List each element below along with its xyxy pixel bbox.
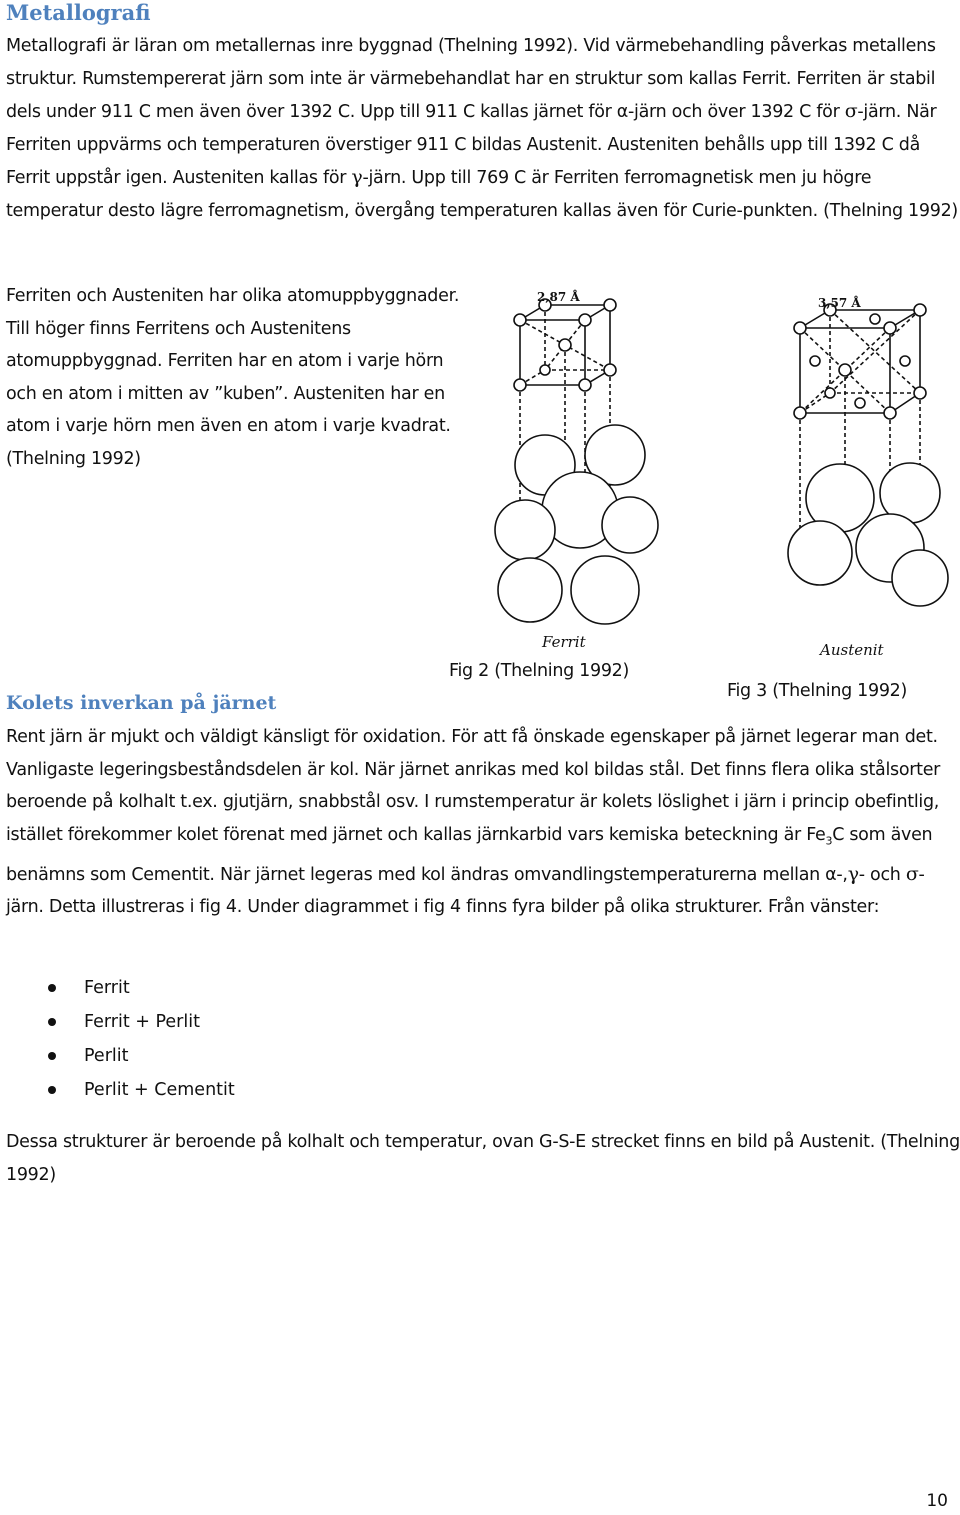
gamma-symbol: γ bbox=[351, 166, 363, 189]
list-item bbox=[84, 1073, 235, 1107]
austenit-lattice-figure bbox=[780, 298, 950, 618]
austenit-figure-label: Austenit bbox=[820, 641, 884, 659]
list-item-label: Perlit bbox=[84, 1046, 129, 1066]
list-item bbox=[84, 1039, 235, 1073]
sigma-symbol-2: σ bbox=[905, 862, 919, 885]
paragraph-intro bbox=[6, 30, 960, 228]
bullet-icon bbox=[48, 1086, 56, 1094]
sigma-symbol: σ bbox=[844, 100, 858, 123]
carbon-text-1: Rent järn är mjukt och väldigt känsligt för oxidation. För att få önskade egenskaper på järnet legerar man det. Vanligaste legeringsbeståndsdelen är kol. När järnet anrikas med kol bildas stål. Det finns flera olika stålsorter beroende på kolhalt t.ex. gjutjärn, snabbstål osv. I rumstemperatur är kolets löslighet i järn i princip obefintlig, istället förekommer kolet förenat med järnet och kallas järnkarbid vars kemiska beteckning är Fe bbox=[6, 727, 941, 845]
paragraph-kolets-inverkan bbox=[6, 721, 960, 924]
list-item-label: Ferrit bbox=[84, 978, 130, 998]
page-number: 10 bbox=[926, 1491, 948, 1511]
list-item bbox=[84, 971, 235, 1005]
carbon-text-3: - och bbox=[858, 864, 906, 885]
subscript-3: 3 bbox=[825, 834, 833, 848]
bullet-icon bbox=[48, 984, 56, 992]
list-item-label: Ferrit + Perlit bbox=[84, 1012, 200, 1032]
fig2-caption: Fig 2 (Thelning 1992) bbox=[449, 661, 630, 681]
paragraph-structures: Dessa strukturer är beroende på kolhalt och temperatur, ovan G-S-E strecket finns en bild på Austenit. (Thelning 1992) bbox=[6, 1132, 960, 1185]
heading-kolets-inverkan: Kolets inverkan på järnet bbox=[6, 692, 277, 714]
paragraph-atomic-structure: Ferriten och Austeniten har olika atomuppbyggnader. Till höger finns Ferritens och Austenitens atomuppbyggnad. Ferriten har en atom i varje hörn och en atom i mitten av ”kuben”. Austeniten har en atom i varje hörn men även en atom i varje kvadrat. (Thelning 1992) bbox=[6, 286, 460, 469]
bullet-icon bbox=[48, 1052, 56, 1060]
bullet-icon bbox=[48, 1018, 56, 1026]
ferrit-lattice-dimension: 2,87 Å bbox=[537, 290, 580, 304]
intro-text-3: -järn. Upp till 769 C är Ferriten ferromagnetisk men ju högre temperatur desto lägre ferromagnetism, övergång temperaturen kallas även för Curie-punkten. (Thelning 1992) bbox=[6, 168, 958, 221]
structure-list bbox=[84, 971, 235, 1107]
intro-text-2: -järn. När Ferriten uppvärms och temperaturen överstiger 911 C bildas Austenit. Austeniten behålls upp till 1392 C då Ferrit uppstår igen. Austeniten kallas för bbox=[6, 102, 937, 189]
ferrit-figure-label: Ferrit bbox=[542, 633, 586, 651]
austenit-lattice-dimension: 3,57 Å bbox=[818, 296, 861, 310]
list-item bbox=[84, 1005, 235, 1039]
intro-text-1: Metallografi är läran om metallernas inre byggnad (Thelning 1992). Vid värmebehandling påverkas metallens struktur. Rumstempererat järn som inte är värmebehandlat har en struktur som kallas Ferrit. Ferriten är stabil dels under 911 C men även över 1392 C. Upp till 911 C kallas järnet för α-järn och över 1392 C för bbox=[6, 36, 936, 123]
gamma-symbol-2: γ bbox=[847, 862, 859, 885]
ferrit-lattice-figure bbox=[490, 290, 660, 635]
carbon-text-4: -järn. Detta illustreras i fig 4. Under diagrammet i fig 4 finns fyra bilder på olika strukturer. Från vänster: bbox=[6, 864, 925, 918]
heading-metallografi: Metallografi bbox=[6, 0, 151, 25]
carbon-text-2: C som även benämns som Cementit. När järnet legeras med kol ändras omvandlingstemperaturerna mellan α-, bbox=[6, 824, 933, 885]
list-item-label: Perlit + Cementit bbox=[84, 1080, 235, 1100]
fig3-caption: Fig 3 (Thelning 1992) bbox=[727, 681, 908, 701]
